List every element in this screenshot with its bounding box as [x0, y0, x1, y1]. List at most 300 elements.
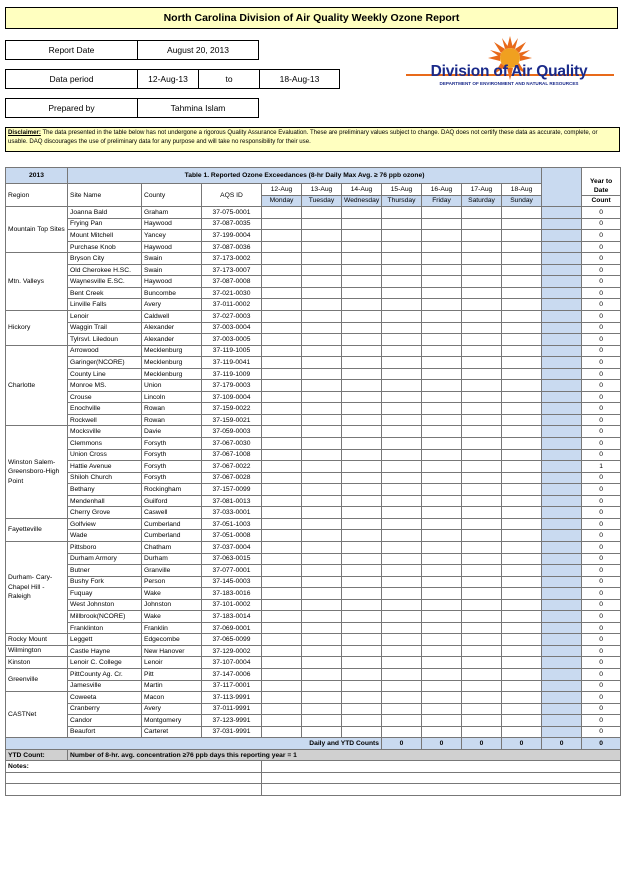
aqs-id: 37-063-0015: [202, 553, 262, 565]
day-cell: [342, 449, 382, 461]
day-cell: [422, 253, 462, 265]
spacer-cell: [542, 484, 582, 496]
exceedance-table: [5, 167, 621, 796]
ytd-count-cell: 0: [582, 680, 621, 692]
day-cell: [422, 692, 462, 704]
day-cell: [462, 599, 502, 611]
day-cell: [502, 553, 542, 565]
day-cell: [462, 692, 502, 704]
day-cell: [462, 380, 502, 392]
day-cell: [422, 565, 462, 577]
table-row: [6, 438, 621, 450]
ytd-count-cell: 0: [582, 611, 621, 623]
day-cell: [422, 230, 462, 242]
day-cell: [302, 438, 342, 450]
day-cell: [462, 680, 502, 692]
day-cell: [342, 357, 382, 369]
day-cell: [262, 311, 302, 323]
county: Edgecombe: [142, 634, 202, 646]
county: Forsyth: [142, 449, 202, 461]
day-cell: [262, 588, 302, 600]
ytd-count-cell: 0: [582, 692, 621, 704]
county: Guilford: [142, 495, 202, 507]
table-row: [6, 230, 621, 242]
table-row: [6, 264, 621, 276]
table-row: [6, 322, 621, 334]
aqs-id: 37-113-9991: [202, 692, 262, 704]
county: Wake: [142, 611, 202, 623]
day-cell: [382, 357, 422, 369]
day-cell: [462, 472, 502, 484]
day-cell: [262, 668, 302, 680]
aqs-id: 37-051-1003: [202, 518, 262, 530]
day-cell: [302, 518, 342, 530]
table-row: [6, 299, 621, 311]
site-name: Shiloh Church: [68, 472, 142, 484]
day-cell: [342, 438, 382, 450]
aqs-id: 37-011-0002: [202, 299, 262, 311]
day-cell: [382, 449, 422, 461]
daily-total: 0: [382, 738, 422, 750]
day-cell: [302, 645, 342, 657]
day-cell: [422, 703, 462, 715]
day-cell: [462, 611, 502, 623]
spacer-cell: [542, 311, 582, 323]
region-name: Mountain Top Sites: [6, 207, 68, 253]
day-cell: [382, 253, 422, 265]
day-cell: [502, 530, 542, 542]
spacer-cell: [542, 264, 582, 276]
day-cell: [502, 449, 542, 461]
day-cell: [302, 403, 342, 415]
ytd-count-cell: 0: [582, 507, 621, 519]
site-name: Candor: [68, 715, 142, 727]
notes-label: Notes:: [6, 761, 262, 773]
day-cell: [302, 253, 342, 265]
report-date-value: August 20, 2013: [137, 40, 259, 60]
day-cell: [262, 541, 302, 553]
day-cell: [302, 287, 342, 299]
day-cell: [302, 368, 342, 380]
day-cell: [302, 565, 342, 577]
day-cell: [382, 403, 422, 415]
day-cell: [262, 438, 302, 450]
day-cell: [302, 334, 342, 346]
spacer-cell: [542, 472, 582, 484]
ytd-count-cell: 0: [582, 438, 621, 450]
day-cell: [422, 380, 462, 392]
day-cell: [462, 484, 502, 496]
county: Forsyth: [142, 472, 202, 484]
day-cell: [502, 726, 542, 738]
spacer-cell: [542, 680, 582, 692]
day-cell: [302, 299, 342, 311]
day-cell: [262, 576, 302, 588]
ytd-count-cell: 0: [582, 657, 621, 669]
aqs-id: 37-051-0008: [202, 530, 262, 542]
day-cell: [422, 264, 462, 276]
day-cell: [462, 403, 502, 415]
day-cell: [262, 334, 302, 346]
county: Martin: [142, 680, 202, 692]
ytd-count-cell: 0: [582, 403, 621, 415]
county: Cumberland: [142, 518, 202, 530]
day-cell: [302, 715, 342, 727]
ytd-count-cell: 0: [582, 287, 621, 299]
aqs-id: 37-157-0099: [202, 484, 262, 496]
day-cell: [262, 715, 302, 727]
day-cell: [502, 634, 542, 646]
site-name: Bushy Fork: [68, 576, 142, 588]
day-cell: [302, 472, 342, 484]
table-row: [6, 703, 621, 715]
day-cell: [262, 253, 302, 265]
day-cell: [262, 426, 302, 438]
day-cell: [382, 726, 422, 738]
day-cell: [502, 276, 542, 288]
ytd-count-cell: 0: [582, 426, 621, 438]
day-cell: [382, 461, 422, 473]
day-cell: [262, 299, 302, 311]
date-header: 15-Aug: [382, 184, 422, 196]
day-cell: [422, 634, 462, 646]
spacer-cell: [542, 253, 582, 265]
aqs-id: 37-027-0003: [202, 311, 262, 323]
day-cell: [502, 622, 542, 634]
day-cell: [342, 726, 382, 738]
day-cell: [422, 484, 462, 496]
day-cell: [262, 264, 302, 276]
ytd-count-cell: 0: [582, 414, 621, 426]
spacer-cell: [542, 287, 582, 299]
aqs-id: 37-067-0022: [202, 461, 262, 473]
site-name: Pittsboro: [68, 541, 142, 553]
daily-total: 0: [422, 738, 462, 750]
weekday-header: Thursday: [382, 195, 422, 207]
aqs-id: 37-033-0001: [202, 507, 262, 519]
day-cell: [302, 357, 342, 369]
day-cell: [422, 322, 462, 334]
day-cell: [342, 588, 382, 600]
day-cell: [342, 495, 382, 507]
site-name: Lenoir C. College: [68, 657, 142, 669]
day-cell: [342, 611, 382, 623]
report-title: North Carolina Division of Air Quality Weekly Ozone Report: [5, 7, 618, 29]
county: Davie: [142, 426, 202, 438]
day-cell: [382, 230, 422, 242]
day-cell: [302, 414, 342, 426]
daily-total: 0: [502, 738, 542, 750]
table-row: [6, 518, 621, 530]
county: New Hanover: [142, 645, 202, 657]
spacer-cell: [542, 426, 582, 438]
site-name: Franklinton: [68, 622, 142, 634]
day-cell: [422, 438, 462, 450]
day-cell: [462, 461, 502, 473]
day-cell: [462, 495, 502, 507]
site-name: Linville Falls: [68, 299, 142, 311]
day-cell: [262, 218, 302, 230]
weekday-header: Monday: [262, 195, 302, 207]
ytd-count-cell: 0: [582, 218, 621, 230]
day-cell: [302, 449, 342, 461]
site-name: Cranberry: [68, 703, 142, 715]
day-cell: [262, 276, 302, 288]
table-row: [6, 345, 621, 357]
table-row: [6, 449, 621, 461]
day-cell: [382, 622, 422, 634]
day-cell: [422, 345, 462, 357]
table-row: [6, 241, 621, 253]
site-name: PittCounty Ag. Cr.: [68, 668, 142, 680]
site-name: West Johnston: [68, 599, 142, 611]
day-cell: [382, 484, 422, 496]
day-cell: [502, 287, 542, 299]
day-cell: [382, 657, 422, 669]
day-cell: [262, 287, 302, 299]
day-cell: [342, 507, 382, 519]
day-cell: [462, 276, 502, 288]
spacer-cell: [542, 553, 582, 565]
day-cell: [262, 680, 302, 692]
day-cell: [422, 495, 462, 507]
spacer-cell: [542, 541, 582, 553]
table-row: [6, 368, 621, 380]
day-cell: [302, 530, 342, 542]
day-cell: [382, 530, 422, 542]
table-row: [6, 634, 621, 646]
day-cell: [382, 311, 422, 323]
day-cell: [422, 530, 462, 542]
ytd-count-cell: 1: [582, 461, 621, 473]
aqs-id: 37-021-0030: [202, 287, 262, 299]
site-name: Mendenhall: [68, 495, 142, 507]
aqs-id: 37-003-0005: [202, 334, 262, 346]
table-row: [6, 726, 621, 738]
ytd-count-cell: 0: [582, 518, 621, 530]
day-cell: [342, 472, 382, 484]
county: Caswell: [142, 507, 202, 519]
day-cell: [462, 657, 502, 669]
day-cell: [462, 207, 502, 219]
site-name: Mocksville: [68, 426, 142, 438]
day-cell: [422, 218, 462, 230]
day-cell: [302, 484, 342, 496]
day-cell: [302, 668, 342, 680]
site-name: Hattie Avenue: [68, 461, 142, 473]
day-cell: [302, 264, 342, 276]
spacer-cell: [542, 599, 582, 611]
day-cell: [342, 668, 382, 680]
day-cell: [342, 403, 382, 415]
day-cell: [382, 611, 422, 623]
site-name: Joanna Bald: [68, 207, 142, 219]
table-row: [6, 380, 621, 392]
ytd-count-cell: 0: [582, 599, 621, 611]
aqs-id: 37-179-0003: [202, 380, 262, 392]
day-cell: [382, 299, 422, 311]
day-cell: [262, 241, 302, 253]
day-cell: [302, 553, 342, 565]
day-cell: [382, 518, 422, 530]
day-cell: [502, 518, 542, 530]
weekday-header: Saturday: [462, 195, 502, 207]
day-cell: [502, 403, 542, 415]
county: Lenoir: [142, 657, 202, 669]
day-cell: [302, 241, 342, 253]
aqs-id: 37-059-0003: [202, 426, 262, 438]
county: Yancey: [142, 230, 202, 242]
day-cell: [502, 484, 542, 496]
day-cell: [342, 680, 382, 692]
day-cell: [422, 207, 462, 219]
spacer-cell: [542, 230, 582, 242]
daily-total: 0: [582, 738, 621, 750]
date-header: 17-Aug: [462, 184, 502, 196]
day-cell: [382, 345, 422, 357]
day-cell: [462, 253, 502, 265]
day-cell: [502, 495, 542, 507]
day-cell: [382, 207, 422, 219]
table-row: [6, 253, 621, 265]
site-name: Durham Armory: [68, 553, 142, 565]
day-cell: [342, 599, 382, 611]
spacer-cell: [542, 414, 582, 426]
site-name: Cherry Grove: [68, 507, 142, 519]
county: Lincoln: [142, 391, 202, 403]
spacer-cell: [542, 611, 582, 623]
site-name: Old Cherokee H.SC.: [68, 264, 142, 276]
day-cell: [462, 726, 502, 738]
county: Caldwell: [142, 311, 202, 323]
totals-label: Daily and YTD Counts: [262, 738, 382, 750]
county: Swain: [142, 253, 202, 265]
day-cell: [422, 588, 462, 600]
day-cell: [502, 576, 542, 588]
region-name: Fayetteville: [6, 518, 68, 541]
site-name: Bent Creek: [68, 287, 142, 299]
date-header: 12-Aug: [262, 184, 302, 196]
day-cell: [342, 287, 382, 299]
table-row: [6, 657, 621, 669]
table-row: [6, 495, 621, 507]
table-row: [6, 622, 621, 634]
day-cell: [262, 380, 302, 392]
site-name: Lenoir: [68, 311, 142, 323]
table-row: [6, 311, 621, 323]
table-row: [6, 287, 621, 299]
day-cell: [262, 230, 302, 242]
day-cell: [422, 622, 462, 634]
day-cell: [502, 611, 542, 623]
day-cell: [502, 715, 542, 727]
day-cell: [342, 334, 382, 346]
day-cell: [422, 576, 462, 588]
spacer-cell: [542, 565, 582, 577]
logo-subtext: DEPARTMENT OF ENVIRONMENT AND NATURAL RESOURCES: [439, 81, 579, 86]
spacer-cell: [542, 380, 582, 392]
day-cell: [302, 495, 342, 507]
day-cell: [502, 218, 542, 230]
day-cell: [342, 368, 382, 380]
ytd-count-cell: 0: [582, 345, 621, 357]
day-cell: [502, 207, 542, 219]
daily-total: 0: [462, 738, 502, 750]
day-cell: [502, 438, 542, 450]
day-cell: [462, 449, 502, 461]
day-cell: [302, 576, 342, 588]
day-cell: [262, 565, 302, 577]
site-name: Beaufort: [68, 726, 142, 738]
table-row: [6, 403, 621, 415]
site-name: Bryson City: [68, 253, 142, 265]
ytd-count-cell: 0: [582, 553, 621, 565]
day-cell: [342, 230, 382, 242]
day-cell: [462, 426, 502, 438]
spacer-cell: [542, 588, 582, 600]
day-cell: [342, 645, 382, 657]
day-cell: [262, 599, 302, 611]
day-cell: [422, 414, 462, 426]
day-cell: [422, 276, 462, 288]
ytd-count-cell: 0: [582, 622, 621, 634]
day-cell: [342, 461, 382, 473]
logo-text: Division of Air Quality: [430, 63, 588, 80]
day-cell: [382, 218, 422, 230]
day-cell: [302, 657, 342, 669]
region-name: Mtn. Valleys: [6, 253, 68, 311]
county: Cumberland: [142, 530, 202, 542]
date-header: 18-Aug: [502, 184, 542, 196]
ytd-count-cell: 0: [582, 322, 621, 334]
ytd-count-cell: 0: [582, 334, 621, 346]
county: Alexander: [142, 322, 202, 334]
day-cell: [262, 553, 302, 565]
spacer-cell: [542, 438, 582, 450]
day-cell: [502, 345, 542, 357]
county: Mecklenburg: [142, 357, 202, 369]
day-cell: [382, 287, 422, 299]
site-name: Mount Mitchell: [68, 230, 142, 242]
county: Graham: [142, 207, 202, 219]
day-cell: [262, 611, 302, 623]
aqs-id: 37-123-9991: [202, 715, 262, 727]
day-cell: [342, 345, 382, 357]
county: Swain: [142, 264, 202, 276]
weekday-header: Tuesday: [302, 195, 342, 207]
day-cell: [502, 599, 542, 611]
day-cell: [342, 530, 382, 542]
day-cell: [382, 276, 422, 288]
day-cell: [302, 680, 342, 692]
prepared-by-label: Prepared by: [5, 98, 138, 118]
day-cell: [502, 241, 542, 253]
county: Macon: [142, 692, 202, 704]
day-cell: [302, 276, 342, 288]
day-cell: [262, 357, 302, 369]
day-cell: [262, 634, 302, 646]
weekday-header: Friday: [422, 195, 462, 207]
day-cell: [462, 507, 502, 519]
day-cell: [502, 588, 542, 600]
ytd-count-cell: 0: [582, 726, 621, 738]
day-cell: [302, 599, 342, 611]
site-name: Butner: [68, 565, 142, 577]
day-cell: [342, 518, 382, 530]
day-cell: [502, 299, 542, 311]
aqs-id: 37-183-0014: [202, 611, 262, 623]
site-name: County Line: [68, 368, 142, 380]
